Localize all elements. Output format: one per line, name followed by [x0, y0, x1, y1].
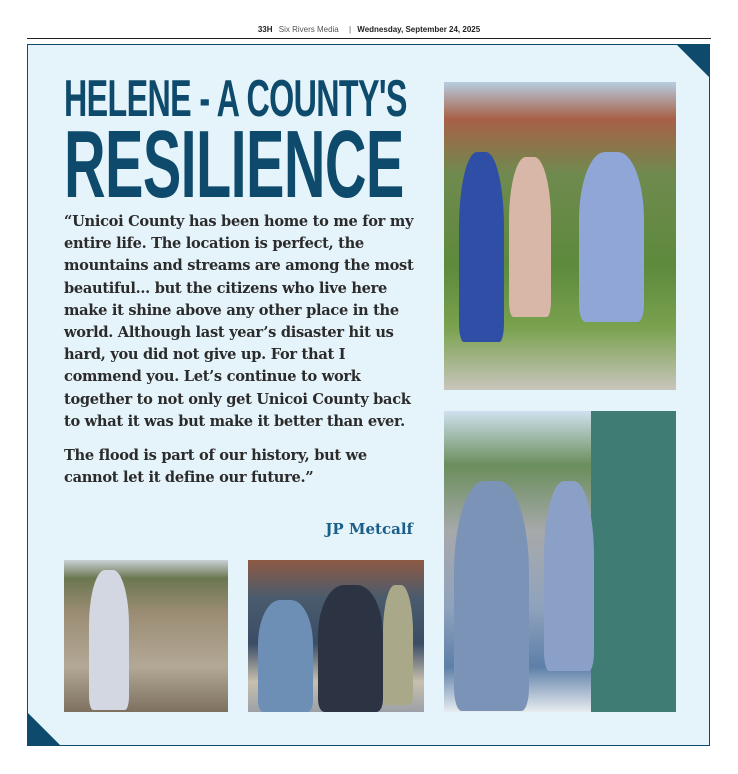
headline-line-1: HELENE - A COUNTY'S: [64, 70, 407, 128]
quote-author: JP Metcalf: [325, 520, 413, 538]
corner-accent-top-right: [677, 45, 709, 77]
photo-handshake: [248, 560, 424, 712]
photo-flood-damage-walk: [64, 560, 228, 712]
photo-figure: [454, 481, 529, 711]
header-separator: |: [348, 25, 352, 34]
photo-building-wall: [591, 411, 676, 712]
feature-panel: [27, 44, 710, 746]
photo-children-with-official: [444, 82, 676, 390]
photo-greeting-crowd: [444, 411, 676, 712]
headline-line-2: RESILIENCE: [64, 111, 404, 218]
issue-date: Wednesday, September 24, 2025: [357, 25, 481, 34]
publication-name: Six Rivers Media: [278, 25, 339, 34]
header-rule: [27, 38, 711, 39]
photo-figure: [258, 600, 313, 712]
corner-accent-bottom-left: [28, 713, 60, 745]
page-header: [0, 25, 738, 34]
photo-figure: [383, 585, 413, 705]
page-number: 33H: [257, 25, 273, 34]
photo-figure: [459, 152, 504, 342]
photo-figure: [89, 570, 129, 710]
photo-figure: [544, 481, 594, 671]
photo-figure: [579, 152, 644, 322]
quote-paragraph: The flood is part of our history, but we cannot let it define our future.”: [64, 447, 367, 487]
photo-figure: [318, 585, 383, 712]
quote-paragraph: “Unicoi County has been home to me for my entire life. The location is perfect, the mountains and streams are among the most beautiful... but the citizens who live here make it shine above any other place in the world. Although last year’s disaster hit us hard, you did not give up. For that I commend you. Let’s continue to work together to not only get Unicoi County back to what it was but make it better than ever.: [64, 213, 414, 430]
pull-quote: [64, 211, 424, 501]
photo-figure: [509, 157, 551, 317]
